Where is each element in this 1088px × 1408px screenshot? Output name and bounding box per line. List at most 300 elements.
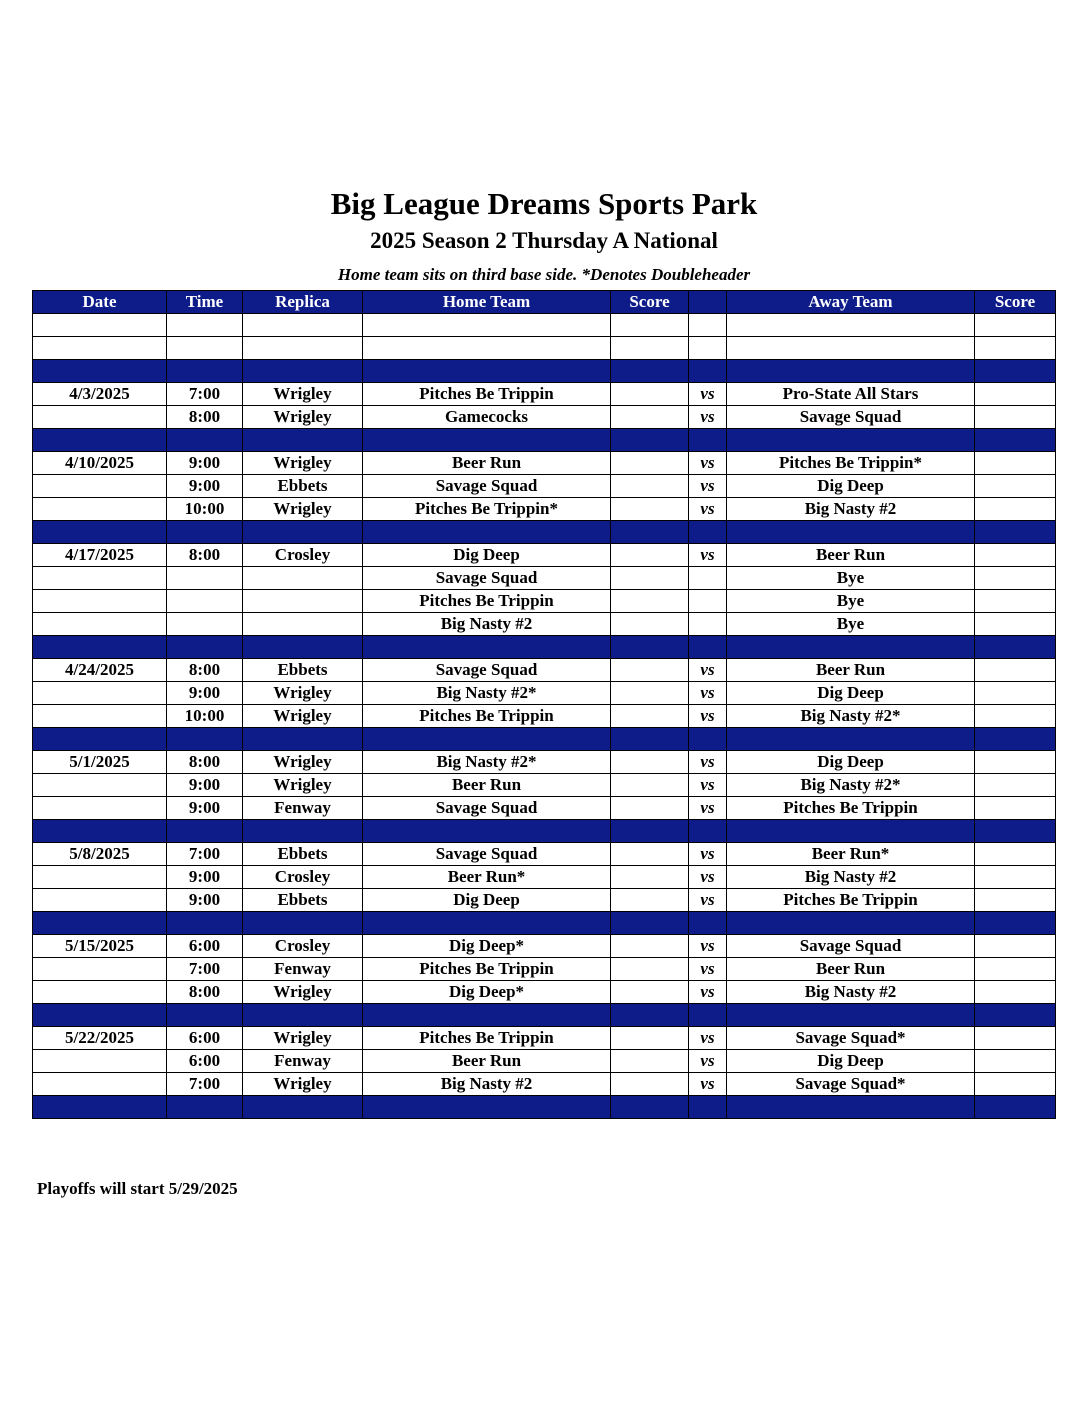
cell-home-score bbox=[611, 1096, 689, 1119]
cell-home-score bbox=[611, 866, 689, 889]
cell-vs: vs bbox=[689, 682, 727, 705]
table-row bbox=[33, 797, 1056, 820]
table-header-row bbox=[33, 291, 1056, 314]
cell-time bbox=[167, 521, 243, 544]
cell-home-score bbox=[611, 475, 689, 498]
cell-away-team: Savage Squad bbox=[727, 406, 975, 429]
cell-date: 4/10/2025 bbox=[33, 452, 167, 475]
cell-vs: vs bbox=[689, 889, 727, 912]
cell-vs: vs bbox=[689, 774, 727, 797]
cell-replica: Ebbets bbox=[243, 659, 363, 682]
cell-date bbox=[33, 958, 167, 981]
cell-replica bbox=[243, 337, 363, 360]
cell-replica: Wrigley bbox=[243, 682, 363, 705]
cell-replica bbox=[243, 590, 363, 613]
cell-away-score bbox=[975, 774, 1056, 797]
cell-home-score bbox=[611, 958, 689, 981]
cell-away-team: Pitches Be Trippin bbox=[727, 797, 975, 820]
cell-home-team: Beer Run bbox=[363, 1050, 611, 1073]
cell-time bbox=[167, 590, 243, 613]
cell-home-score bbox=[611, 705, 689, 728]
cell-date bbox=[33, 590, 167, 613]
cell-time bbox=[167, 360, 243, 383]
cell-home-team bbox=[363, 360, 611, 383]
cell-vs bbox=[689, 360, 727, 383]
cell-away-team bbox=[727, 429, 975, 452]
schedule-body bbox=[33, 314, 1056, 1119]
blank-row bbox=[33, 314, 1056, 337]
cell-away-score bbox=[975, 981, 1056, 1004]
cell-vs: vs bbox=[689, 935, 727, 958]
cell-date bbox=[33, 521, 167, 544]
week-separator-row bbox=[33, 360, 1056, 383]
cell-replica: Wrigley bbox=[243, 1027, 363, 1050]
cell-away-team: Dig Deep bbox=[727, 475, 975, 498]
cell-home-score bbox=[611, 613, 689, 636]
cell-away-team: Beer Run bbox=[727, 958, 975, 981]
cell-time bbox=[167, 429, 243, 452]
cell-away-score bbox=[975, 544, 1056, 567]
cell-away-team bbox=[727, 1004, 975, 1027]
cell-vs: vs bbox=[689, 958, 727, 981]
cell-away-team bbox=[727, 360, 975, 383]
table-row bbox=[33, 958, 1056, 981]
cell-away-score bbox=[975, 521, 1056, 544]
cell-away-team: Bye bbox=[727, 567, 975, 590]
cell-replica: Fenway bbox=[243, 797, 363, 820]
cell-replica: Wrigley bbox=[243, 774, 363, 797]
cell-away-team: Beer Run* bbox=[727, 843, 975, 866]
cell-time bbox=[167, 613, 243, 636]
week-separator-row bbox=[33, 912, 1056, 935]
cell-vs: vs bbox=[689, 751, 727, 774]
cell-date bbox=[33, 797, 167, 820]
cell-replica: Wrigley bbox=[243, 452, 363, 475]
cell-away-score bbox=[975, 636, 1056, 659]
cell-date bbox=[33, 636, 167, 659]
cell-home-score bbox=[611, 429, 689, 452]
cell-home-team bbox=[363, 636, 611, 659]
cell-replica: Ebbets bbox=[243, 475, 363, 498]
cell-away-team: Big Nasty #2 bbox=[727, 981, 975, 1004]
cell-replica: Crosley bbox=[243, 544, 363, 567]
cell-home-team: Big Nasty #2 bbox=[363, 613, 611, 636]
cell-home-score bbox=[611, 682, 689, 705]
cell-away-score bbox=[975, 659, 1056, 682]
cell-vs bbox=[689, 314, 727, 337]
cell-date bbox=[33, 1050, 167, 1073]
cell-home-team: Beer Run bbox=[363, 774, 611, 797]
cell-date bbox=[33, 774, 167, 797]
cell-home-team: Dig Deep* bbox=[363, 935, 611, 958]
cell-away-score bbox=[975, 1096, 1056, 1119]
cell-time: 10:00 bbox=[167, 705, 243, 728]
table-row bbox=[33, 544, 1056, 567]
cell-away-team: Big Nasty #2 bbox=[727, 498, 975, 521]
cell-date bbox=[33, 912, 167, 935]
cell-away-team bbox=[727, 820, 975, 843]
cell-replica bbox=[243, 912, 363, 935]
cell-replica: Ebbets bbox=[243, 889, 363, 912]
cell-away-team bbox=[727, 337, 975, 360]
table-row bbox=[33, 935, 1056, 958]
cell-home-team bbox=[363, 314, 611, 337]
cell-away-score bbox=[975, 337, 1056, 360]
cell-home-score bbox=[611, 360, 689, 383]
cell-time bbox=[167, 314, 243, 337]
cell-vs: vs bbox=[689, 498, 727, 521]
cell-home-team: Pitches Be Trippin* bbox=[363, 498, 611, 521]
cell-time: 8:00 bbox=[167, 406, 243, 429]
cell-away-team: Dig Deep bbox=[727, 1050, 975, 1073]
table-row bbox=[33, 498, 1056, 521]
cell-vs bbox=[689, 613, 727, 636]
cell-home-team: Savage Squad bbox=[363, 797, 611, 820]
cell-away-score bbox=[975, 613, 1056, 636]
cell-home-score bbox=[611, 843, 689, 866]
cell-away-team: Savage Squad bbox=[727, 935, 975, 958]
cell-away-team: Beer Run bbox=[727, 544, 975, 567]
cell-vs bbox=[689, 567, 727, 590]
table-row bbox=[33, 981, 1056, 1004]
cell-date: 5/22/2025 bbox=[33, 1027, 167, 1050]
blank-row bbox=[33, 337, 1056, 360]
cell-time bbox=[167, 1096, 243, 1119]
cell-home-team bbox=[363, 337, 611, 360]
cell-home-team bbox=[363, 820, 611, 843]
table-row bbox=[33, 659, 1056, 682]
cell-away-score bbox=[975, 360, 1056, 383]
cell-away-score bbox=[975, 843, 1056, 866]
cell-away-team: Bye bbox=[727, 590, 975, 613]
cell-home-team: Big Nasty #2 bbox=[363, 1073, 611, 1096]
cell-date bbox=[33, 429, 167, 452]
cell-away-score bbox=[975, 314, 1056, 337]
doubleheader-note: Home team sits on third base side. *Denotes Doubleheader bbox=[337, 265, 751, 284]
cell-date: 4/17/2025 bbox=[33, 544, 167, 567]
cell-home-team: Dig Deep bbox=[363, 889, 611, 912]
cell-home-score bbox=[611, 406, 689, 429]
cell-home-score bbox=[611, 636, 689, 659]
cell-home-team bbox=[363, 912, 611, 935]
week-separator-row bbox=[33, 429, 1056, 452]
cell-away-team: Dig Deep bbox=[727, 751, 975, 774]
cell-away-score bbox=[975, 1073, 1056, 1096]
cell-away-score bbox=[975, 705, 1056, 728]
week-separator-row bbox=[33, 728, 1056, 751]
cell-home-score bbox=[611, 1027, 689, 1050]
cell-replica bbox=[243, 314, 363, 337]
cell-home-team: Pitches Be Trippin bbox=[363, 705, 611, 728]
cell-replica: Wrigley bbox=[243, 406, 363, 429]
cell-replica: Fenway bbox=[243, 1050, 363, 1073]
cell-time: 9:00 bbox=[167, 797, 243, 820]
cell-vs: vs bbox=[689, 705, 727, 728]
cell-time: 6:00 bbox=[167, 1050, 243, 1073]
cell-time: 8:00 bbox=[167, 981, 243, 1004]
cell-date: 5/8/2025 bbox=[33, 843, 167, 866]
cell-time bbox=[167, 820, 243, 843]
cell-home-team: Big Nasty #2* bbox=[363, 682, 611, 705]
cell-vs bbox=[689, 590, 727, 613]
cell-away-score bbox=[975, 590, 1056, 613]
cell-replica bbox=[243, 613, 363, 636]
cell-away-score bbox=[975, 567, 1056, 590]
cell-home-team bbox=[363, 1096, 611, 1119]
cell-time: 6:00 bbox=[167, 1027, 243, 1050]
cell-away-team bbox=[727, 1096, 975, 1119]
cell-vs bbox=[689, 1096, 727, 1119]
cell-home-score bbox=[611, 1073, 689, 1096]
cell-away-team: Savage Squad* bbox=[727, 1073, 975, 1096]
cell-home-team bbox=[363, 521, 611, 544]
cell-vs bbox=[689, 820, 727, 843]
cell-away-score bbox=[975, 383, 1056, 406]
cell-time: 7:00 bbox=[167, 383, 243, 406]
cell-home-score bbox=[611, 981, 689, 1004]
cell-replica bbox=[243, 636, 363, 659]
cell-away-score bbox=[975, 452, 1056, 475]
cell-replica bbox=[243, 820, 363, 843]
cell-away-score bbox=[975, 751, 1056, 774]
cell-away-score bbox=[975, 820, 1056, 843]
cell-replica: Wrigley bbox=[243, 981, 363, 1004]
cell-home-score bbox=[611, 452, 689, 475]
cell-time: 6:00 bbox=[167, 935, 243, 958]
cell-time: 9:00 bbox=[167, 475, 243, 498]
cell-home-score bbox=[611, 935, 689, 958]
cell-date bbox=[33, 613, 167, 636]
cell-vs bbox=[689, 337, 727, 360]
cell-away-score bbox=[975, 889, 1056, 912]
cell-home-score bbox=[611, 889, 689, 912]
cell-vs bbox=[689, 429, 727, 452]
cell-away-score bbox=[975, 1050, 1056, 1073]
cell-time: 8:00 bbox=[167, 544, 243, 567]
col-header-time: Time bbox=[167, 291, 243, 314]
cell-vs: vs bbox=[689, 843, 727, 866]
cell-vs: vs bbox=[689, 544, 727, 567]
cell-home-score bbox=[611, 797, 689, 820]
cell-replica: Wrigley bbox=[243, 751, 363, 774]
cell-replica: Wrigley bbox=[243, 383, 363, 406]
cell-home-score bbox=[611, 820, 689, 843]
cell-vs bbox=[689, 728, 727, 751]
cell-date bbox=[33, 981, 167, 1004]
cell-away-team: Beer Run bbox=[727, 659, 975, 682]
cell-vs bbox=[689, 1004, 727, 1027]
cell-home-score bbox=[611, 751, 689, 774]
cell-home-score bbox=[611, 544, 689, 567]
cell-home-score bbox=[611, 659, 689, 682]
cell-time: 7:00 bbox=[167, 1073, 243, 1096]
cell-vs: vs bbox=[689, 866, 727, 889]
table-row bbox=[33, 843, 1056, 866]
cell-date bbox=[33, 820, 167, 843]
cell-away-team: Bye bbox=[727, 613, 975, 636]
cell-date bbox=[33, 475, 167, 498]
table-row bbox=[33, 1073, 1056, 1096]
table-row bbox=[33, 383, 1056, 406]
cell-vs: vs bbox=[689, 1073, 727, 1096]
cell-away-team bbox=[727, 314, 975, 337]
cell-replica: Ebbets bbox=[243, 843, 363, 866]
cell-time: 7:00 bbox=[167, 958, 243, 981]
cell-home-team: Pitches Be Trippin bbox=[363, 590, 611, 613]
cell-vs: vs bbox=[689, 659, 727, 682]
week-separator-row bbox=[33, 521, 1056, 544]
cell-replica bbox=[243, 1096, 363, 1119]
cell-replica: Wrigley bbox=[243, 1073, 363, 1096]
cell-vs: vs bbox=[689, 1027, 727, 1050]
cell-replica bbox=[243, 521, 363, 544]
cell-date bbox=[33, 1004, 167, 1027]
cell-home-team: Pitches Be Trippin bbox=[363, 958, 611, 981]
cell-home-team: Savage Squad bbox=[363, 843, 611, 866]
cell-vs bbox=[689, 636, 727, 659]
cell-away-score bbox=[975, 866, 1056, 889]
cell-time bbox=[167, 912, 243, 935]
cell-date bbox=[33, 866, 167, 889]
cell-date bbox=[33, 682, 167, 705]
cell-date: 4/24/2025 bbox=[33, 659, 167, 682]
cell-replica: Fenway bbox=[243, 958, 363, 981]
col-header-date: Date bbox=[33, 291, 167, 314]
table-row bbox=[33, 774, 1056, 797]
col-header-replica: Replica bbox=[243, 291, 363, 314]
cell-away-team: Pro-State All Stars bbox=[727, 383, 975, 406]
cell-time: 9:00 bbox=[167, 682, 243, 705]
cell-replica bbox=[243, 429, 363, 452]
cell-away-team: Big Nasty #2* bbox=[727, 705, 975, 728]
cell-time: 10:00 bbox=[167, 498, 243, 521]
playoffs-note: Playoffs will start 5/29/2025 bbox=[37, 1179, 238, 1198]
table-row bbox=[33, 590, 1056, 613]
cell-replica bbox=[243, 1004, 363, 1027]
table-row bbox=[33, 567, 1056, 590]
cell-date bbox=[33, 406, 167, 429]
table-row bbox=[33, 1050, 1056, 1073]
cell-date bbox=[33, 1096, 167, 1119]
cell-home-score bbox=[611, 912, 689, 935]
cell-date bbox=[33, 337, 167, 360]
cell-away-team: Pitches Be Trippin bbox=[727, 889, 975, 912]
cell-replica: Wrigley bbox=[243, 498, 363, 521]
cell-home-team: Savage Squad bbox=[363, 475, 611, 498]
cell-vs: vs bbox=[689, 981, 727, 1004]
cell-time: 9:00 bbox=[167, 774, 243, 797]
cell-date bbox=[33, 498, 167, 521]
cell-replica: Wrigley bbox=[243, 705, 363, 728]
table-row bbox=[33, 1027, 1056, 1050]
cell-home-score bbox=[611, 521, 689, 544]
cell-away-score bbox=[975, 406, 1056, 429]
cell-time: 9:00 bbox=[167, 889, 243, 912]
table-row bbox=[33, 406, 1056, 429]
cell-time: 9:00 bbox=[167, 452, 243, 475]
cell-vs bbox=[689, 912, 727, 935]
cell-home-team: Savage Squad bbox=[363, 659, 611, 682]
cell-home-team: Big Nasty #2* bbox=[363, 751, 611, 774]
schedule-table bbox=[32, 290, 1056, 1119]
cell-away-team: Pitches Be Trippin* bbox=[727, 452, 975, 475]
cell-date bbox=[33, 889, 167, 912]
cell-home-team: Dig Deep bbox=[363, 544, 611, 567]
cell-date bbox=[33, 567, 167, 590]
cell-replica: Crosley bbox=[243, 935, 363, 958]
cell-time: 8:00 bbox=[167, 659, 243, 682]
page-subtitle: 2025 Season 2 Thursday A National bbox=[370, 228, 718, 253]
cell-away-score bbox=[975, 728, 1056, 751]
cell-home-team: Pitches Be Trippin bbox=[363, 1027, 611, 1050]
week-separator-row bbox=[33, 820, 1056, 843]
table-row bbox=[33, 613, 1056, 636]
week-separator-row bbox=[33, 636, 1056, 659]
cell-away-team bbox=[727, 521, 975, 544]
cell-date bbox=[33, 360, 167, 383]
col-header-away-score: Score bbox=[975, 291, 1056, 314]
cell-home-score bbox=[611, 314, 689, 337]
cell-away-score bbox=[975, 958, 1056, 981]
col-header-vs bbox=[689, 291, 727, 314]
cell-home-score bbox=[611, 498, 689, 521]
cell-away-score bbox=[975, 1004, 1056, 1027]
cell-away-team bbox=[727, 912, 975, 935]
cell-away-team: Dig Deep bbox=[727, 682, 975, 705]
table-row bbox=[33, 682, 1056, 705]
cell-away-score bbox=[975, 935, 1056, 958]
cell-away-score bbox=[975, 682, 1056, 705]
cell-time: 7:00 bbox=[167, 843, 243, 866]
cell-home-team: Beer Run* bbox=[363, 866, 611, 889]
cell-date bbox=[33, 314, 167, 337]
cell-replica: Crosley bbox=[243, 866, 363, 889]
cell-away-score bbox=[975, 912, 1056, 935]
cell-away-team: Savage Squad* bbox=[727, 1027, 975, 1050]
cell-home-team: Dig Deep* bbox=[363, 981, 611, 1004]
cell-vs: vs bbox=[689, 452, 727, 475]
cell-date: 5/1/2025 bbox=[33, 751, 167, 774]
cell-vs: vs bbox=[689, 475, 727, 498]
cell-away-team: Big Nasty #2 bbox=[727, 866, 975, 889]
cell-away-team bbox=[727, 636, 975, 659]
cell-away-score bbox=[975, 429, 1056, 452]
cell-date: 4/3/2025 bbox=[33, 383, 167, 406]
cell-vs: vs bbox=[689, 797, 727, 820]
cell-away-score bbox=[975, 498, 1056, 521]
cell-vs: vs bbox=[689, 1050, 727, 1073]
col-header-home-team: Home Team bbox=[363, 291, 611, 314]
cell-date: 5/15/2025 bbox=[33, 935, 167, 958]
table-row bbox=[33, 866, 1056, 889]
cell-home-score bbox=[611, 728, 689, 751]
table-row bbox=[33, 475, 1056, 498]
cell-vs bbox=[689, 521, 727, 544]
cell-time bbox=[167, 1004, 243, 1027]
cell-home-team bbox=[363, 1004, 611, 1027]
cell-replica bbox=[243, 728, 363, 751]
cell-time: 8:00 bbox=[167, 751, 243, 774]
cell-time bbox=[167, 567, 243, 590]
table-row bbox=[33, 889, 1056, 912]
cell-vs: vs bbox=[689, 406, 727, 429]
cell-home-score bbox=[611, 774, 689, 797]
table-row bbox=[33, 705, 1056, 728]
cell-away-score bbox=[975, 475, 1056, 498]
cell-time: 9:00 bbox=[167, 866, 243, 889]
cell-home-team: Gamecocks bbox=[363, 406, 611, 429]
cell-away-team bbox=[727, 728, 975, 751]
